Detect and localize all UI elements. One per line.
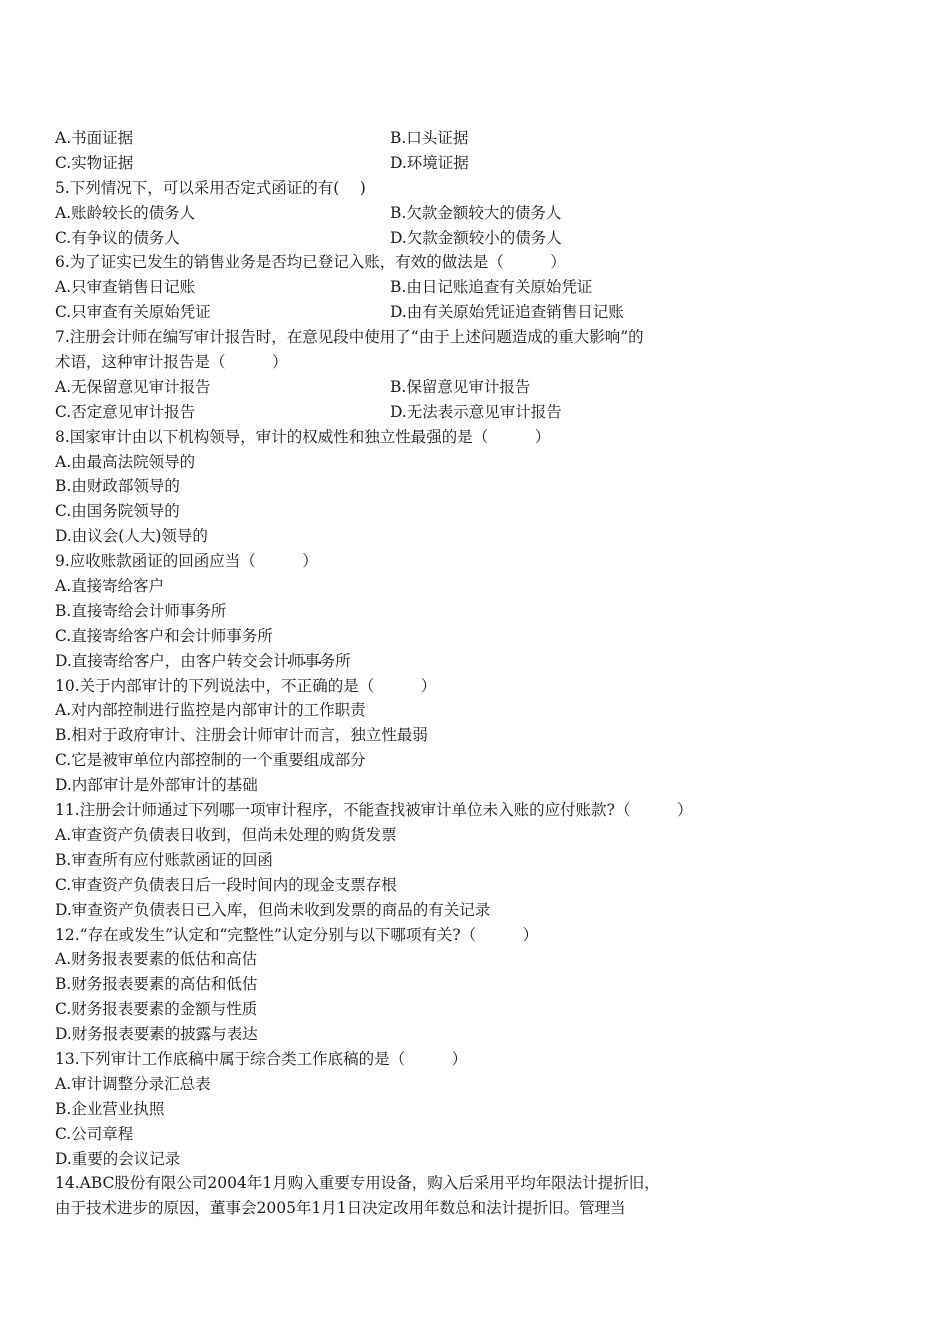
text: A.财务报表要素的低估和高估 <box>55 950 258 969</box>
text-line <box>55 1147 735 1172</box>
option-left: A.书面证据 <box>55 129 134 147</box>
text-line <box>55 1047 735 1072</box>
text-line <box>55 798 735 823</box>
question-text: 6.为了证实已发生的销售业务是否均已登记入账，有效的做法是（ ） <box>55 253 566 272</box>
option-left: C.否定意见审计报告 <box>55 402 196 421</box>
text: B.由财政部领导的 <box>55 477 180 496</box>
option-left: C.实物证据 <box>55 153 134 172</box>
option-right: D.无法表示意见审计报告 <box>390 402 562 421</box>
text: C.直接寄给客户和会计师事务所 <box>55 626 273 645</box>
exam-page-body <box>55 126 735 1221</box>
text-line <box>55 524 735 549</box>
text: B.相对于政府审计、注册会计师审计而言，独立性最弱 <box>55 726 428 745</box>
text: 由于技术进步的原因，董事会2005年1月1日决定改用年数总和法计提折旧。管理当 <box>55 1199 626 1218</box>
question-text: 14.ABC股份有限公司2004年1月购入重要专用设备，购入后采用平均年限法计提折旧， <box>55 1174 660 1193</box>
text: D.由议会(人大)领导的 <box>55 527 208 546</box>
text: D.财务报表要素的披露与表达 <box>55 1025 258 1044</box>
question-text: 的是（ ） <box>327 676 437 695</box>
text-line <box>55 450 735 475</box>
question-text: 12.“存在或发生”认定和“完整性”认定分别与以下哪项有关?（ ） <box>55 925 539 944</box>
option-left: A.账龄较长的债务人 <box>55 203 196 222</box>
text: C.它是被审单位内部控制的一个重要组成部分 <box>55 751 366 770</box>
text: 术语，这种审计报告是（ ） <box>55 353 288 372</box>
question-text: 11.注册会计师通过下列哪一项审计程序，不能查找被审计单位未入账的应付账款?（ ） <box>55 801 693 820</box>
text-line <box>55 474 735 499</box>
option-right: B.欠款金额较大的债务人 <box>390 203 562 222</box>
text-line <box>55 773 735 798</box>
text-line <box>55 997 735 1022</box>
text: D.重要的会议记录 <box>55 1149 181 1168</box>
text: A.直接寄给客户 <box>55 577 165 596</box>
text-line <box>55 201 735 226</box>
text-line <box>55 873 735 898</box>
text: A.对内部控制进行监控是内部审计的工作职责 <box>55 701 366 720</box>
text-line <box>55 151 735 176</box>
emphasis-dotted-char: 正 <box>296 676 313 695</box>
option-right: D.环境证据 <box>390 153 469 172</box>
emphasis-dotted-char: 确 <box>312 676 328 695</box>
option-right: D.由有关原始凭证追查销售日记账 <box>390 303 624 322</box>
option-right: D.欠款金额较小的债务人 <box>390 228 562 247</box>
text-line <box>55 599 735 624</box>
text: B.直接寄给会计师事务所 <box>55 601 227 620</box>
text: C.公司章程 <box>55 1124 134 1143</box>
text: D.直接寄给客户，由客户转交会计师事务所 <box>55 651 351 670</box>
option-right: B.口头证据 <box>390 129 469 147</box>
text: C.由国务院领导的 <box>55 502 180 521</box>
text: B.审查所有应付账款函证的回函 <box>55 850 273 869</box>
question-text: 7.注册会计师在编写审计报告时，在意见段中使用了“由于上述问题造成的重大影响”的 <box>55 328 644 347</box>
text-line <box>55 1196 735 1221</box>
text-line <box>55 425 735 450</box>
text: B.财务报表要素的高估和低估 <box>55 975 258 994</box>
text-line <box>55 226 735 251</box>
text-line <box>55 300 735 325</box>
question-text: 10.关于内部审计的下列说法中， <box>55 676 282 695</box>
text-line <box>55 698 735 723</box>
text-line <box>55 126 735 151</box>
text-line <box>55 723 735 748</box>
text-line <box>55 574 735 599</box>
option-right: B.保留意见审计报告 <box>390 377 531 396</box>
text-line <box>55 649 735 674</box>
text: A.审计调整分录汇总表 <box>55 1074 211 1093</box>
text-line <box>55 923 735 948</box>
text-line <box>55 1097 735 1122</box>
text-line <box>55 250 735 275</box>
text: D.审查资产负债表日已入库，但尚未收到发票的商品的有关记录 <box>55 900 491 919</box>
text-line <box>55 275 735 300</box>
text-line <box>55 898 735 923</box>
option-left: C.只审查有关原始凭证 <box>55 303 211 322</box>
text-line <box>55 1072 735 1097</box>
text-line <box>55 1122 735 1147</box>
text-line <box>55 499 735 524</box>
text-line <box>55 549 735 574</box>
text-line <box>55 823 735 848</box>
text: B.企业营业执照 <box>55 1099 165 1118</box>
text: A.由最高法院领导的 <box>55 452 196 471</box>
emphasis-dotted-char: 不 <box>281 676 297 695</box>
option-left: C.有争议的债务人 <box>55 228 180 247</box>
text: C.财务报表要素的金额与性质 <box>55 1000 258 1019</box>
option-left: A.只审查销售日记账 <box>55 278 196 297</box>
question-text: 5.下列情况下，可以采用否定式函证的有( ) <box>55 178 366 197</box>
text-line <box>55 1171 735 1196</box>
text: C.审查资产负债表日后一段时间内的现金支票存根 <box>55 875 397 894</box>
option-left: A.无保留意见审计报告 <box>55 377 211 396</box>
text-line <box>55 674 735 699</box>
text-line <box>55 947 735 972</box>
option-right: B.由日记账追查有关原始凭证 <box>390 278 593 297</box>
text-line <box>55 325 735 350</box>
question-text: 8.国家审计由以下机构领导，审计的权威性和独立性最强的是（ ） <box>55 427 551 446</box>
text-line <box>55 848 735 873</box>
text-line <box>55 748 735 773</box>
text-line <box>55 400 735 425</box>
text-line <box>55 624 735 649</box>
text-line <box>55 375 735 400</box>
text-line <box>55 1022 735 1047</box>
question-text: 9.应收账款函证的回函应当（ ） <box>55 552 318 571</box>
text-line <box>55 176 735 201</box>
text-line <box>55 972 735 997</box>
text: D.内部审计是外部审计的基础 <box>55 776 258 795</box>
text: A.审查资产负债表日收到，但尚未处理的购货发票 <box>55 825 397 844</box>
question-text: 13.下列审计工作底稿中属于综合类工作底稿的是（ ） <box>55 1049 468 1068</box>
text-line <box>55 350 735 375</box>
